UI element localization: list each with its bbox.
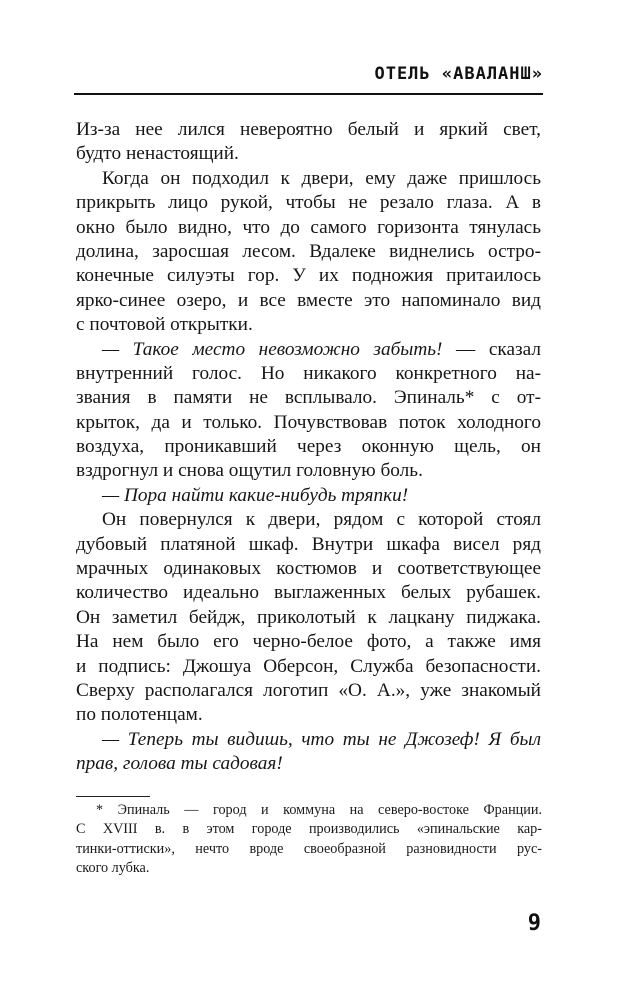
line-text: ярко-синее озеро, и все вместе это напоминало вид (76, 289, 541, 311)
text-line (76, 606, 541, 630)
line-text: воздуха, проникавший через оконную щель, он (76, 436, 541, 458)
line-text: Из-за нее лился невероятно белый и яркий свет, (76, 119, 541, 140)
text-line (76, 386, 541, 410)
line-text: конечные силуэты гор. У их подножия притаилось (76, 265, 541, 287)
line-text: окно было видно, что до самого горизонта тянулась (76, 216, 541, 238)
italic-speech: — Такое место невозможно забыть! (102, 338, 443, 360)
footnote (76, 801, 542, 878)
footnote-line: ского лубка. (76, 859, 150, 876)
text-line (76, 752, 541, 776)
text-line (76, 679, 541, 703)
text-line (76, 435, 541, 459)
text-line (76, 167, 541, 191)
text-line (76, 459, 541, 483)
line-text: звания в памяти не всплывало. Эпиналь* с от- (76, 387, 541, 409)
italic-speech: прав, голова ты садовая! (76, 753, 283, 775)
line-text: Когда он подходил к двери, ему даже пришлось (102, 167, 541, 189)
body-text (76, 118, 541, 777)
line-text: вздрогнул и снова ощутил головную боль. (76, 460, 423, 482)
text-line (76, 362, 541, 386)
footnote-rule (76, 796, 150, 797)
header-rule (74, 93, 543, 95)
line-text: дубовый платяной шкаф. Внутри шкафа висел ряд (76, 533, 541, 555)
line-text: На нем было его черно-белое фото, а также имя (76, 631, 541, 653)
text-line (76, 142, 541, 166)
text-line (76, 240, 541, 264)
line-text: количество идеально выглаженных белых рубашек. (76, 582, 541, 604)
text-line (76, 630, 541, 654)
text-line (76, 484, 541, 508)
text-line (76, 533, 541, 557)
text-line (76, 338, 541, 362)
text-line (76, 191, 541, 215)
footnote-line: * Эпиналь — город и коммуна на северо-востоке Франции. (96, 802, 542, 818)
line-text: Сверху располагался логотип «О. А.», уже знакомый (76, 679, 541, 701)
line-text-tail: — сказал (442, 338, 541, 360)
text-line (76, 557, 541, 581)
line-text: Он повернулся к двери, рядом с которой стоял (102, 509, 541, 531)
line-text: по полотенцам. (76, 704, 203, 726)
line-text: долина, заросшая лесом. Вдалеке виднелись остро- (76, 240, 541, 262)
text-line (76, 264, 541, 288)
page-number: 9 (527, 911, 541, 936)
text-line (76, 508, 541, 532)
text-line (76, 289, 541, 313)
text-line (76, 313, 541, 337)
text-line (76, 581, 541, 605)
line-text: крыток, да и только. Почувствовав поток холодного (76, 411, 541, 433)
italic-speech: — Пора найти какие-нибудь тряпки! (102, 484, 409, 506)
running-head: ОТЕЛЬ «АВАЛАНШ» (374, 64, 543, 84)
text-line (76, 411, 541, 435)
line-text: внутренний голос. Но никакого конкретного на- (76, 362, 541, 384)
line-text: будто ненастоящий. (76, 143, 239, 165)
text-line (76, 118, 541, 142)
italic-speech: — Теперь ты видишь, что ты не Джозеф! Я был (102, 728, 541, 750)
footnote-line: С XVIII в. в этом городе производились «эпинальские кар- (76, 821, 542, 838)
text-line (76, 703, 541, 727)
text-line (76, 728, 541, 752)
line-text: с почтовой открытки. (76, 314, 253, 336)
text-line (76, 216, 541, 240)
line-text: прикрыть лицо рукой, чтобы не резало глаза. А в (76, 192, 541, 214)
line-text: и подпись: Джошуа Оберсон, Служба безопасности. (76, 655, 541, 677)
text-line (76, 655, 541, 679)
line-text: мрачных одинаковых костюмов и соответствующее (76, 558, 541, 580)
footnote-line: тинки-оттиски», нечто вроде своеобразной разновидности рус- (76, 840, 542, 857)
line-text: Он заметил бейдж, приколотый к лацкану пиджака. (76, 606, 541, 628)
